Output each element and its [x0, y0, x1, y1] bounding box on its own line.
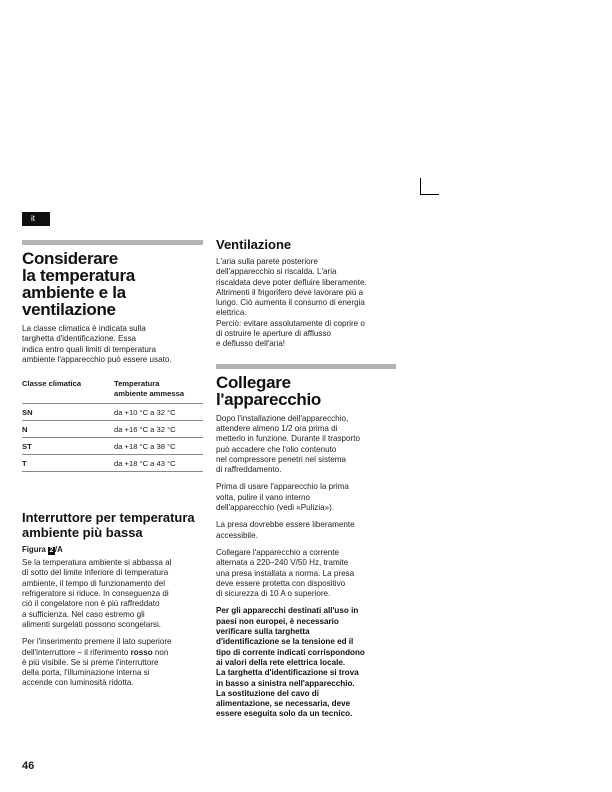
language-tag: it [22, 212, 50, 226]
climate-class-table [22, 379, 203, 472]
connect-warning-paragraph: Per gli apparecchi destinati all'uso in paesi non europei, è necessario verificare sulla targhetta d'identificazione se la tensione ed il tipo di corrente indicati corrispondono ai valori della rete elettrica locale. La targhetta d'identificazione si trova in basso a sinistra nell'apparecchio. La sostituzione del cavo di alimentazione, se necessaria, deve essere eseguita solo da un tecnico. [216, 606, 365, 719]
section-heading-low-temp-switch: Interruttore per temperatura ambiente più bassa [22, 510, 195, 541]
crop-corner-mark [420, 178, 439, 195]
connect-paragraph-1: Dopo l'installazione dell'apparecchio, attendere almeno 1/2 ora prima di metterlo in funzione. Durante il trasporto può accadere che l'olio contenuto nel compressore penetri nel sistema di raffreddamento. [216, 413, 360, 475]
right-column [216, 237, 396, 720]
temperature-range-cell: da +16 °C a 32 °C [114, 421, 203, 438]
temperature-range-cell: da +18 °C a 38 °C [114, 438, 203, 455]
climate-class-cell: ST [22, 438, 114, 455]
left-column [22, 240, 203, 696]
switch-paragraph-2: Per l'inserimento premere il lato superiore dell'interruttore – il riferimento rosso non è più visibile. Se si preme l'interruttore della porta, l'illuminazione interna si accende con luminosità ridotta. [22, 637, 172, 688]
connect-paragraph-4: Collegare l'apparecchio a corrente alternata a 220–240 V/50 Hz, tramite una presa installata a norma. La presa deve essere protetta con dispositivo di sicurezza di 10 A o superiore. [216, 547, 355, 599]
temperature-range-cell: da +10 °C a 32 °C [114, 404, 203, 421]
section-rule [22, 240, 203, 245]
connect-paragraph-3: La presa dovrebbe essere liberamente accessibile. [216, 520, 355, 540]
section-heading-connect: Collegare l'apparecchio [216, 372, 322, 409]
ventilation-paragraph: L'aria sulla parete posteriore dell'apparecchio si riscalda. L'aria riscaldata deve poter defluire liberamente. Altrimenti il frigorifero deve lavorare più a lungo. Ciò aumenta il consumo di energia elettrica. Perciò: evitare assolutamente di coprire o di ostruire le aperture di afflusso e deflusso dell'aria! [216, 257, 367, 349]
table-row [22, 421, 203, 438]
column-header-temperature: Temperatura ambiente ammessa [114, 379, 185, 399]
table-row [22, 404, 203, 421]
switch-paragraph-1: Se la temperatura ambiente si abbassa al di sotto del limite inferiore di temperatura ambiente, il tempo di funzionamento del refrigeratore si riduce. In conseguenza di ciò il congelatore non è più raffreddato a sufficienza. Nel caso estremo gli alimenti surgelati possono scongelarsi. [22, 558, 172, 629]
figure-number-badge: 2 [49, 547, 54, 555]
red-marker-word: rosso [130, 647, 153, 657]
table-row [22, 438, 203, 455]
section-heading-temperature: Considerare la temperatura ambiente e la ventilazione [22, 249, 135, 319]
table-row [22, 455, 203, 472]
table-header-row [22, 379, 203, 404]
climate-intro-paragraph: La classe climatica è indicata sulla targhetta d'identificazione. Essa indica entro quali limiti di temperatura ambiente l'apparecchio può essere usato. [22, 324, 172, 364]
climate-class-cell: SN [22, 404, 114, 421]
section-rule [216, 364, 396, 369]
connect-paragraph-2: Prima di usare l'apparecchio la prima volta, pulire il vano interno dell'apparecchio (vedi «Pulizia»). [216, 482, 349, 513]
climate-class-cell: N [22, 421, 114, 438]
climate-class-cell: T [22, 455, 114, 472]
page-number: 46 [22, 760, 35, 772]
temperature-range-cell: da +18 °C a 43 °C [114, 455, 203, 472]
figure-reference: Figura 2 /A [22, 545, 63, 555]
section-heading-ventilation: Ventilazione [216, 237, 292, 252]
column-header-class: Classe climatica [22, 379, 82, 389]
